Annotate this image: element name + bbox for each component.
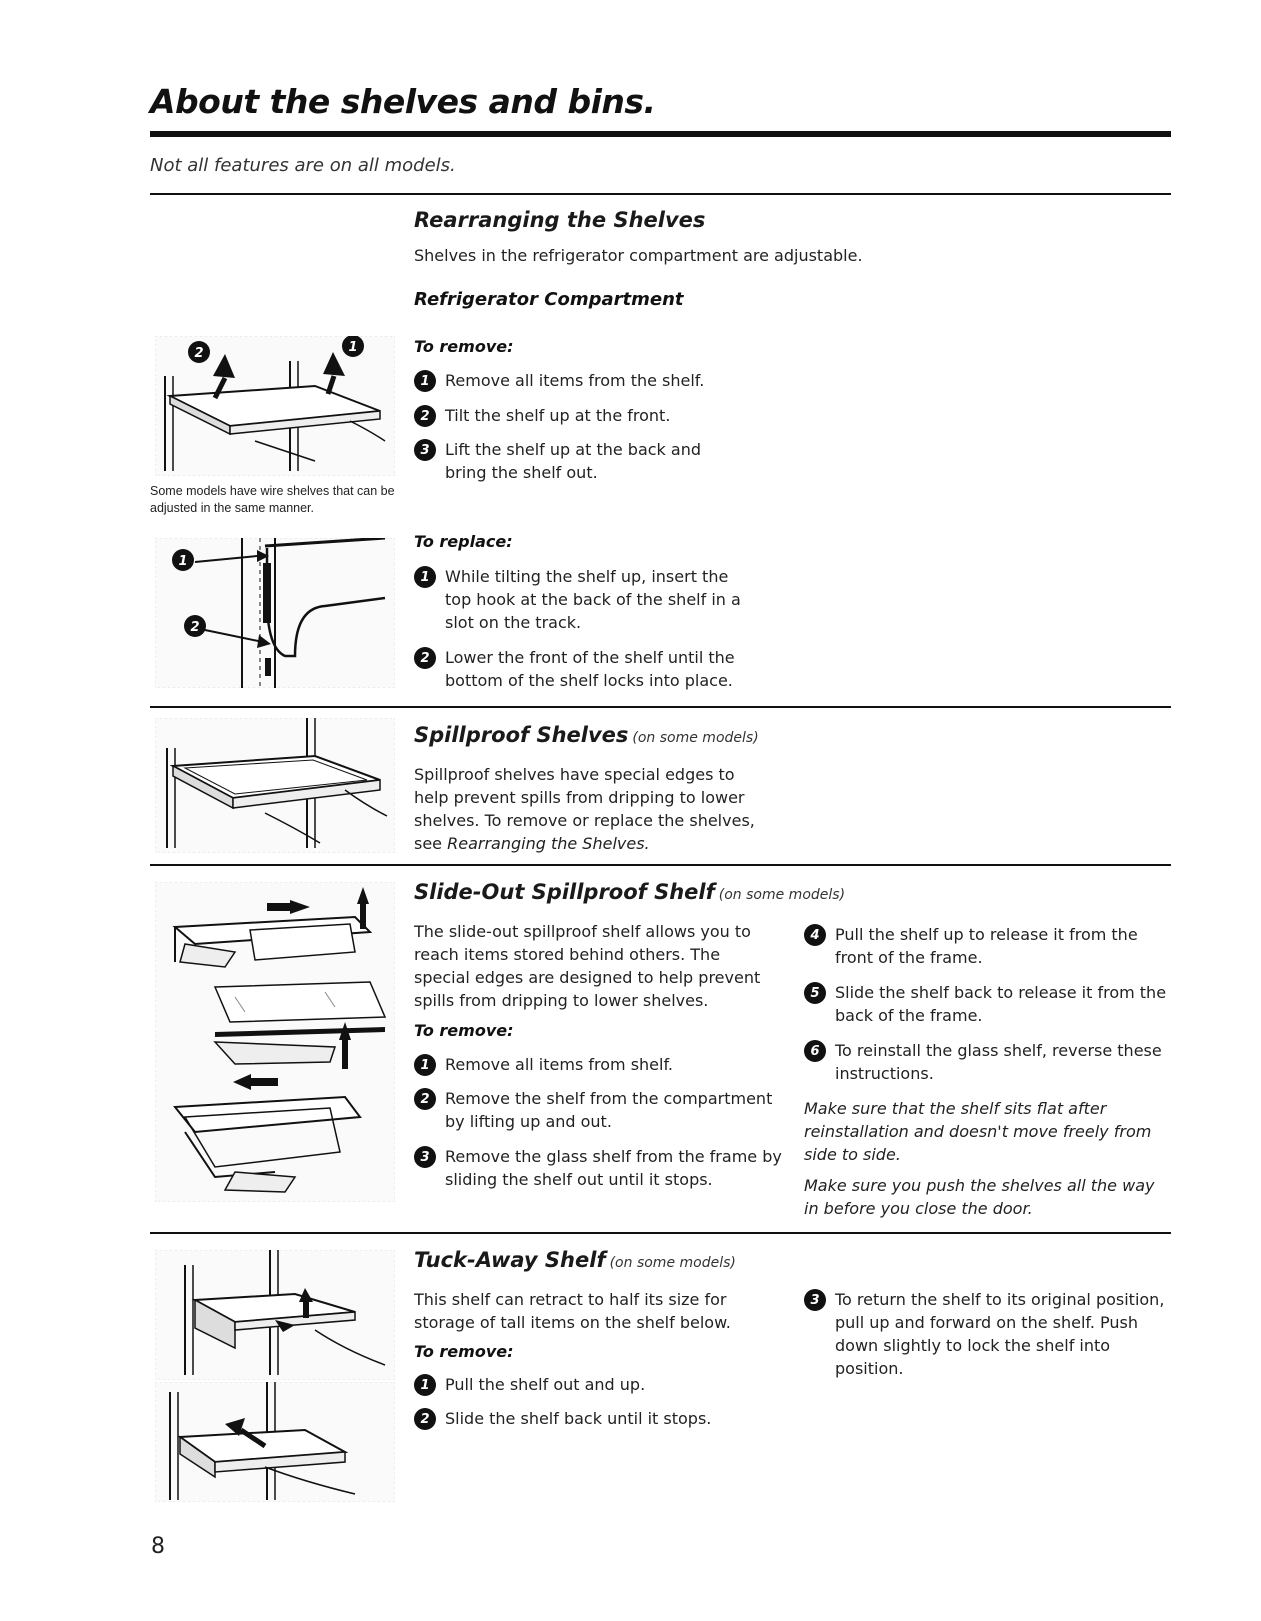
step-number-badge: 1	[414, 370, 436, 392]
step-number-badge: 2	[414, 647, 436, 669]
step-number-badge: 5	[804, 982, 826, 1004]
step-number-badge: 3	[414, 1146, 436, 1168]
slideout-step-5	[804, 981, 1169, 1027]
tuckaway-title	[414, 1248, 736, 1272]
tuckaway-step-2	[414, 1407, 754, 1430]
page-subtitle: Not all features are on all models.	[150, 155, 456, 176]
title-rule	[150, 131, 1171, 137]
slideout-step-4	[804, 923, 1169, 969]
step-text: To return the shelf to its original position, pull up and forward on the shelf. Push down slightly to lock the shelf into position.	[835, 1290, 1165, 1378]
tuckaway-intro: This shelf can retract to half its size for storage of tall items on the shelf below.	[414, 1290, 731, 1332]
section-divider	[150, 706, 1171, 708]
step-text: Lift the shelf up at the back and bring the shelf out.	[445, 440, 701, 482]
page-title: About the shelves and bins.	[150, 82, 656, 121]
step-text: Slide the shelf back to release it from the back of the frame.	[835, 983, 1167, 1025]
figure-caption: Some models have wire shelves that can be adjusted in the same manner.	[150, 484, 395, 515]
shelf-hook-illustration	[155, 538, 395, 688]
replace-label: To replace:	[414, 532, 513, 551]
slideout-step-2	[414, 1087, 784, 1133]
slideout-title	[414, 880, 845, 904]
step-number-badge: 1	[414, 1054, 436, 1076]
slideout-remove-label: To remove:	[414, 1021, 514, 1040]
tuckaway-shelf-illustration-top	[155, 1250, 395, 1380]
step-number-badge: 2	[414, 1088, 436, 1110]
step-text: Slide the shelf back until it stops.	[445, 1409, 712, 1428]
compartment-heading: Refrigerator Compartment	[414, 289, 684, 310]
marker-2: 2	[194, 346, 204, 361]
step-number-badge: 2	[414, 1408, 436, 1430]
slideout-step-6	[804, 1039, 1169, 1085]
spillproof-title-text: Spillproof Shelves	[414, 723, 629, 747]
step-number-badge: 3	[804, 1289, 826, 1311]
step-number-badge: 3	[414, 439, 436, 461]
tuckaway-qualifier: (on some models)	[609, 1255, 736, 1271]
step-number-badge: 6	[804, 1040, 826, 1062]
step-number-badge: 1	[414, 1374, 436, 1396]
slideout-intro: The slide-out spillproof shelf allows you to reach items stored behind others. The special edges are designed to help prevent spills from dripping to lower shelves.	[414, 922, 761, 1010]
slideout-title-text: Slide-Out Spillproof Shelf	[414, 880, 715, 904]
section-divider	[150, 864, 1171, 866]
slideout-shelf-illustration	[155, 882, 395, 1202]
rearranging-title: Rearranging the Shelves	[414, 208, 706, 232]
remove-label: To remove:	[414, 337, 514, 356]
slideout-qualifier: (on some models)	[718, 887, 846, 903]
step-text: Remove the shelf from the compartment by lifting up and out.	[445, 1089, 773, 1131]
step-text: To reinstall the glass shelf, reverse these instructions.	[835, 1041, 1162, 1083]
section-divider	[150, 1232, 1171, 1234]
spillproof-text: Spillproof shelves have special edges to help prevent spills from dripping to lower shelves. To remove or replace the shelves, see	[414, 765, 755, 853]
marker-2: 2	[190, 620, 200, 635]
remove-step-2	[414, 404, 714, 427]
step-text: Pull the shelf up to release it from the front of the frame.	[835, 925, 1138, 967]
slideout-step-1	[414, 1053, 784, 1076]
step-text: Tilt the shelf up at the front.	[445, 406, 671, 425]
tuckaway-step-3	[804, 1288, 1169, 1380]
marker-1: 1	[178, 554, 188, 569]
slideout-note-push: Make sure you push the shelves all the way in before you close the door.	[804, 1176, 1155, 1218]
slideout-step-3	[414, 1145, 784, 1191]
rearranging-intro: Shelves in the refrigerator compartment are adjustable.	[414, 246, 863, 265]
shelf-removal-illustration	[155, 336, 395, 476]
page-number: 8	[151, 1534, 165, 1559]
spillproof-qualifier: (on some models)	[632, 730, 759, 746]
tuckaway-remove-label: To remove:	[414, 1342, 514, 1361]
section-divider	[150, 193, 1171, 195]
remove-step-1	[414, 369, 714, 392]
step-text: Pull the shelf out and up.	[445, 1375, 646, 1394]
tuckaway-shelf-illustration-bottom	[155, 1382, 395, 1502]
remove-step-3	[414, 438, 714, 484]
step-number-badge: 2	[414, 405, 436, 427]
step-number-badge: 4	[804, 924, 826, 946]
spillproof-shelf-illustration	[155, 718, 395, 853]
step-text: Remove all items from the shelf.	[445, 371, 705, 390]
spillproof-title	[414, 723, 759, 747]
marker-1: 1	[348, 340, 358, 355]
slideout-note-flat: Make sure that the shelf sits flat after reinstallation and doesn't move freely from side to side.	[804, 1099, 1152, 1164]
spillproof-reference: Rearranging the Shelves.	[447, 834, 650, 853]
step-text: Lower the front of the shelf until the bottom of the shelf locks into place.	[445, 648, 735, 690]
spillproof-description	[414, 763, 759, 855]
tuckaway-step-1	[414, 1373, 754, 1396]
step-text: While tilting the shelf up, insert the top hook at the back of the shelf in a slot on the track.	[445, 567, 741, 632]
step-text: Remove all items from shelf.	[445, 1055, 674, 1074]
replace-step-1	[414, 565, 744, 634]
tuckaway-title-text: Tuck-Away Shelf	[414, 1248, 606, 1272]
step-number-badge: 1	[414, 566, 436, 588]
replace-step-2	[414, 646, 744, 692]
step-text: Remove the glass shelf from the frame by sliding the shelf out until it stops.	[445, 1147, 782, 1189]
